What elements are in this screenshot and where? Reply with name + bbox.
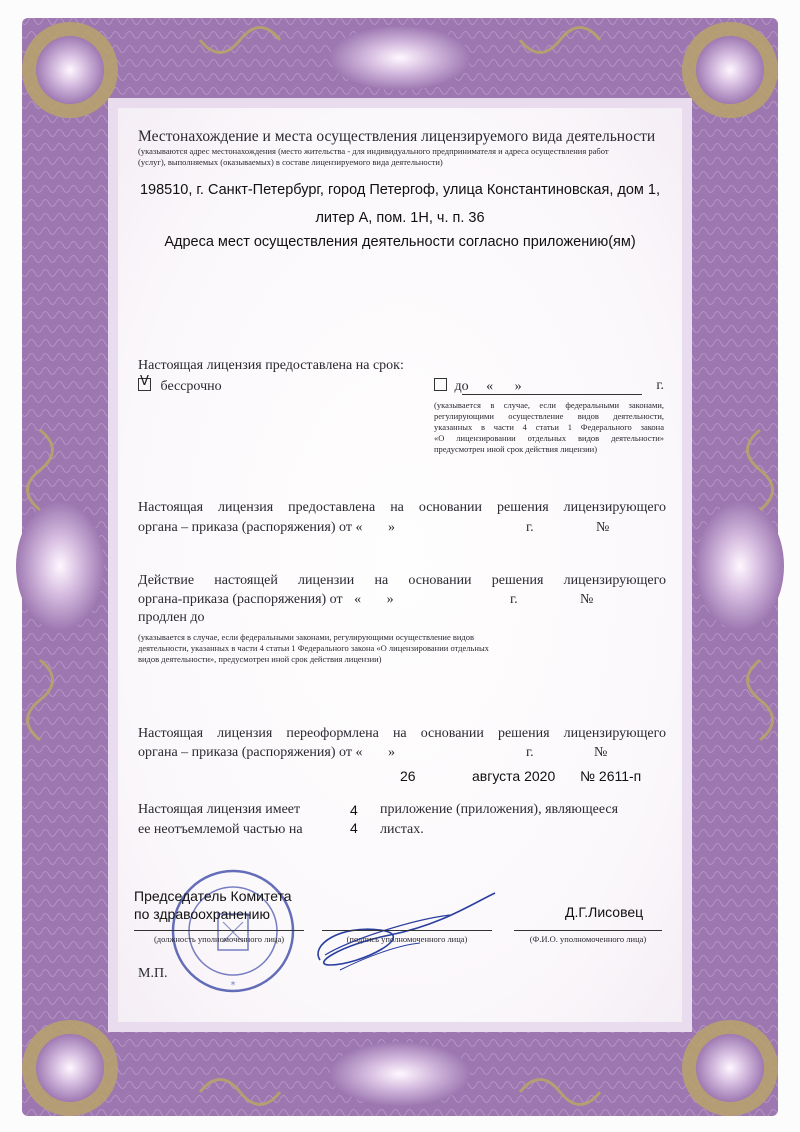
basis-line-2-prefix: органа – приказа (распоряжения) от xyxy=(138,520,352,535)
extension-open-quote: « xyxy=(354,592,362,607)
extension-line-1: Действие настоящей лицензии на основании решения лицензирующего xyxy=(138,573,666,588)
basis-year-suffix: г. xyxy=(526,520,534,535)
official-seal-stamp xyxy=(168,866,298,996)
appendix-line-1-prefix: Настоящая лицензия имеет xyxy=(138,802,301,817)
reissue-open-quote: « xyxy=(355,745,363,760)
location-note-1: (указываются адрес местонахождения (место жительства - для индивидуального предпринимателя и адреса осуществления работ xyxy=(138,146,609,156)
appendix-line-2-suffix: листах. xyxy=(380,822,424,837)
extension-line-2-prefix: органа-приказа (распоряжения) от xyxy=(138,592,343,607)
basis-close-quote: » xyxy=(387,520,395,535)
extension-close-quote: » xyxy=(386,592,394,607)
term-indefinite xyxy=(138,374,222,395)
reissue-month-year: августа 2020 xyxy=(472,768,556,784)
until-prefix: до xyxy=(454,379,469,394)
reissue-line-2 xyxy=(138,745,666,761)
indefinite-label: бессрочно xyxy=(160,379,222,394)
signature-caption: (подпись уполномоченного лица) xyxy=(346,934,468,944)
position-line xyxy=(134,930,304,931)
until-open-quote: « xyxy=(486,379,494,394)
extension-note-3: видов деятельности», предусмотрен иной срок действия лицензии) xyxy=(138,654,382,664)
address-line-2: литер А, пом. 1Н, ч. п. 36 xyxy=(315,210,485,226)
term-note-4: «О лицензировании отдельных видов деятельности» xyxy=(434,433,664,443)
reissue-line-2-prefix: органа – приказа (распоряжения) от xyxy=(138,745,352,760)
until-checkbox[interactable] xyxy=(434,378,447,391)
reissue-day: 26 xyxy=(400,768,416,784)
reissue-number-sign: № xyxy=(594,745,608,760)
position-caption: (должность уполномоченного лица) xyxy=(153,934,285,944)
signatory-position-line-1: Председатель Комитета xyxy=(134,888,292,904)
until-date-line xyxy=(462,394,642,395)
check-mark-icon: V xyxy=(140,374,149,389)
svg-text:*: * xyxy=(230,980,236,991)
signatory-name: Д.Г.Лисовец xyxy=(565,904,644,920)
address-line-3: Адреса мест осуществления деятельности согласно приложению(ям) xyxy=(164,234,636,250)
basis-open-quote: « xyxy=(355,520,363,535)
until-close-quote: » xyxy=(514,379,522,394)
extension-year-suffix: г. xyxy=(510,592,518,607)
name-line xyxy=(514,930,662,931)
signatory-position-line-2: по здравоохранению xyxy=(134,906,270,922)
appendix-line-1-suffix: приложение (приложения), являющееся xyxy=(380,802,619,817)
address-line-1: 198510, г. Санкт-Петербург, город Петергоф, улица Константиновская, дом 1, xyxy=(139,182,661,198)
extension-line-3: продлен до xyxy=(138,610,205,625)
term-note-3: указанных в части 4 статьи 1 Федерального закона xyxy=(434,422,664,432)
reissue-year-suffix: г. xyxy=(526,745,534,760)
handwritten-signature xyxy=(300,885,510,980)
location-heading: Местонахождение и места осуществления лицензируемого вида деятельности xyxy=(138,128,656,145)
extension-number-sign: № xyxy=(580,592,594,607)
basis-line-1: Настоящая лицензия предоставлена на основании решения лицензирующего xyxy=(138,500,666,515)
signature-line xyxy=(322,930,492,931)
reissue-number: № 2611-п xyxy=(580,768,642,784)
name-caption: (Ф.И.О. уполномоченного лица) xyxy=(529,934,647,944)
term-until xyxy=(434,378,664,395)
basis-line-2 xyxy=(138,520,666,536)
appendix-count: 4 xyxy=(350,802,358,818)
location-note-2: (услуг), выполняемых (оказываемых) в составе лицензируемого вида деятельности) xyxy=(138,157,443,167)
basis-number-sign: № xyxy=(596,520,610,535)
term-note-1: (указывается в случае, если федеральными законами, xyxy=(434,400,664,410)
indefinite-checkbox[interactable] xyxy=(138,374,151,391)
extension-note-1: (указывается в случае, если федеральными законами, регулирующими осуществление видов xyxy=(138,632,475,642)
appendix-line-2-prefix: ее неотъемлемой частью на xyxy=(138,822,303,837)
extension-line-2 xyxy=(138,592,666,608)
term-heading: Настоящая лицензия предоставлена на срок: xyxy=(138,358,404,373)
reissue-line-1: Настоящая лицензия переоформлена на основании решения лицензирующего xyxy=(138,726,666,741)
term-note-5: предусмотрен иной срок действия лицензии) xyxy=(434,444,598,454)
reissue-close-quote: » xyxy=(387,745,395,760)
seal-place-label: М.П. xyxy=(138,966,168,981)
term-note xyxy=(434,400,664,455)
term-note-2: регулирующими осуществление видов деятельности, xyxy=(434,411,664,421)
extension-note xyxy=(138,632,558,665)
extension-note-2: деятельности, указанных в части 4 статьи 1 Федерального закона «О лицензировании отдельных xyxy=(138,643,489,653)
appendix-sheets: 4 xyxy=(350,820,358,836)
until-year-suffix: г. xyxy=(656,378,664,393)
